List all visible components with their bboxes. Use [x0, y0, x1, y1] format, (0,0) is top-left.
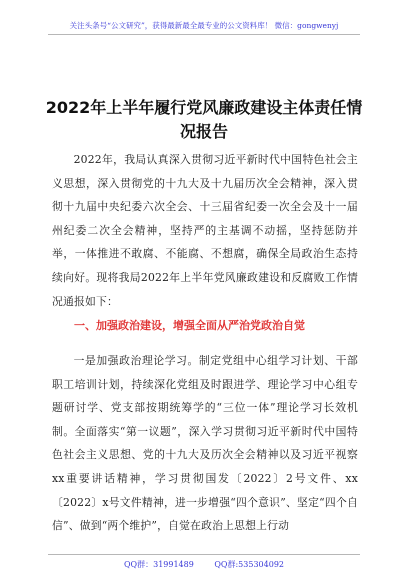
header-divider: [48, 34, 360, 35]
document-title: 2022年上半年履行党风廉政建设主体责任情况报告: [45, 98, 363, 141]
section-heading: 一、加强政治建设，增强全面从严治党政治自觉: [74, 319, 305, 332]
footer-divider: [48, 554, 360, 555]
footer-qq-group-2[interactable]: QQ群:535304092: [214, 560, 284, 569]
footer: [48, 559, 360, 570]
top-banner[interactable]: 关注头条号“公文研究”，获得最新最全最专业的公文资料库！ 微信：gongwenyj: [69, 21, 339, 30]
body-paragraph: 2022年，我局认真深入贯彻习近平新时代中国特色社会主义思想，深入贯彻党的十九大及十九届历次全会精神，深入贯彻十九届中央纪委六次全会、十三届省纪委一次全会及十一届州纪委二次全会精神，坚持严的主基调不动摇，坚持惩防并举，一体推进不敢腐、不能腐、不想腐，确保全局政治生态持续向好。现将我局2022年上半年党风廉政建设和反腐败工作情况通报如下：: [52, 153, 358, 308]
footer-qq-group-1[interactable]: QQ群：31991489: [123, 560, 194, 569]
body-paragraph: 一是加强政治理论学习。制定党组中心组学习计划、干部职工培训计划，持续深化党组及时跟进学、理论学习中心组专题研讨学、党支部按期统筹学的“三位一体”理论学习长效机制。全面落实“第一议题”，深入学习贯彻习近平新时代中国特色社会主义思想、党的十九大及历次全会精神以及习近平视察xx重要讲话精神，学习贯彻国发〔2022〕2号文件、xx〔2022〕x号文件精神，进一步增强“四个意识”、坚定“四个自信”、做到“两个维护”，自觉在政治上思想上行动: [52, 354, 358, 533]
